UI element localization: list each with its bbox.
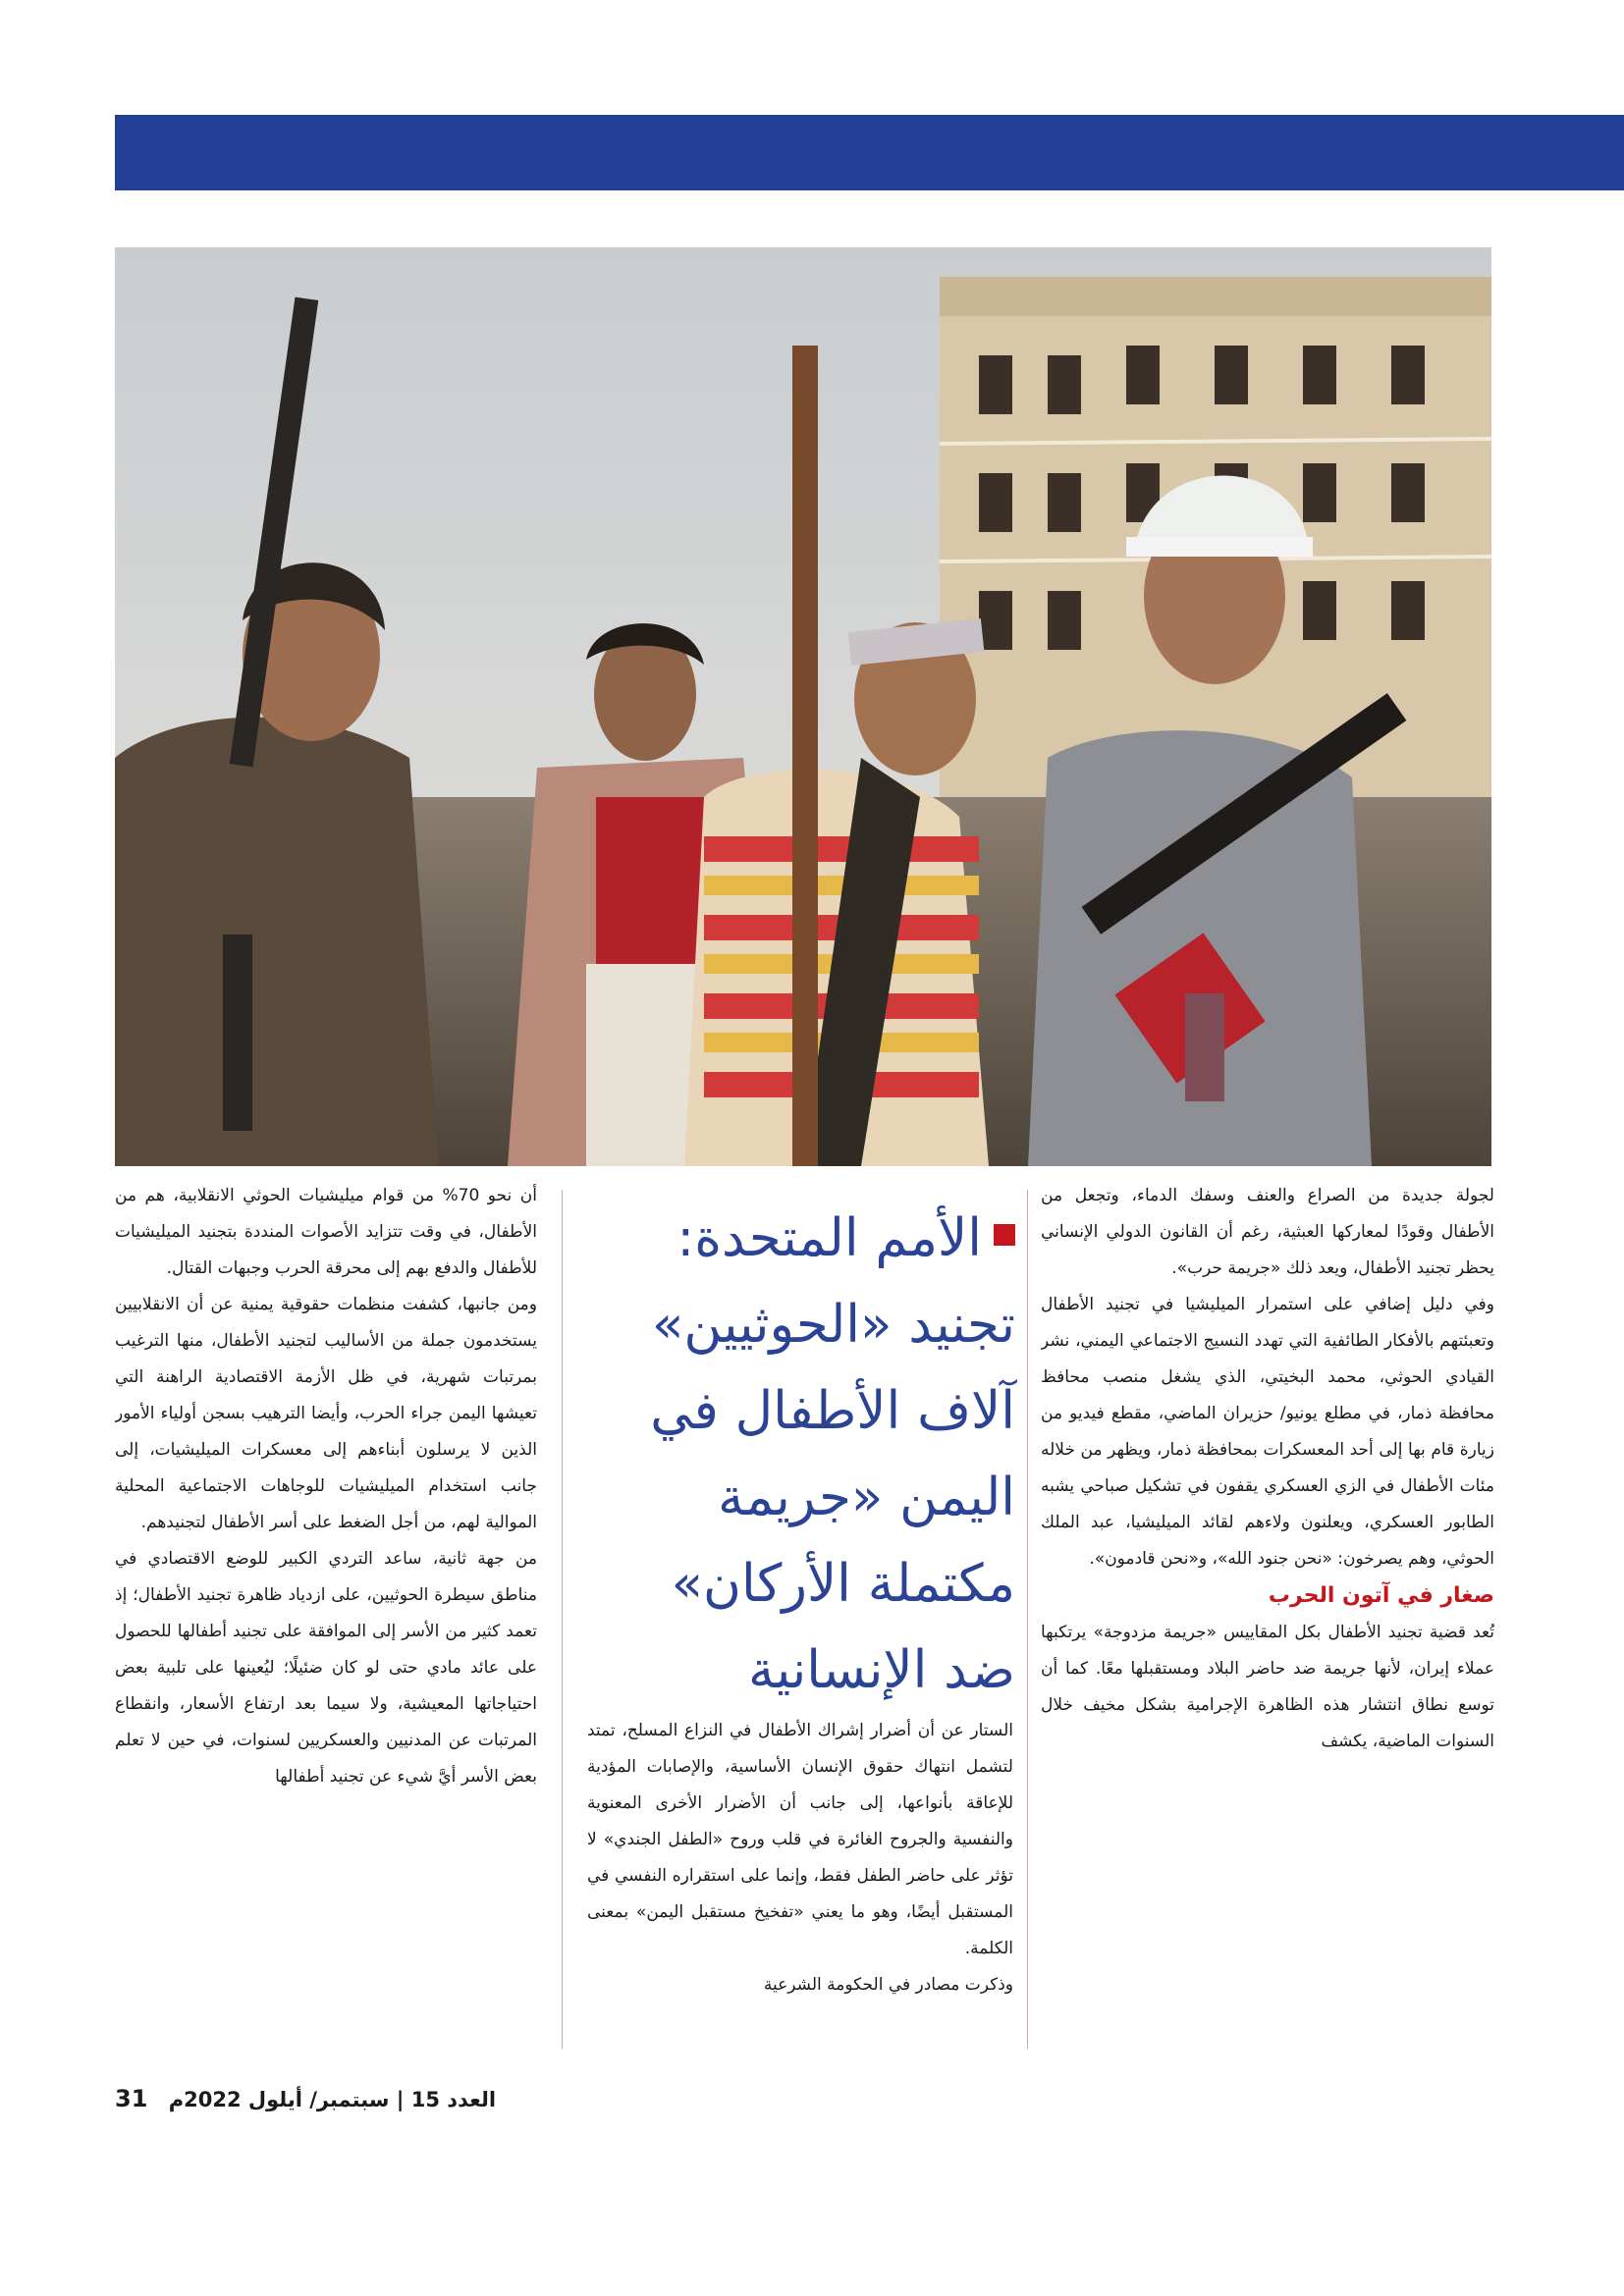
paragraph: لجولة جديدة من الصراع والعنف وسفك الدماء، وتجعل من الأطفال وقودًا لمعاركها العبثية، رغم أن القانون الدولي الإنساني يحظر تجنيد الأطفال، ويعد ذلك «جريمة حرب».: [1041, 1186, 1494, 1278]
section-subheading: صغار في آتون الحرب: [1268, 1583, 1494, 1608]
article-column-left: [115, 1178, 537, 2052]
paragraph: وفي دليل إضافي على استمرار الميليشيا في تجنيد الأطفال وتعبئتهم بالأفكار الطائفية التي تهدد النسيج الاجتماعي اليمني، نشر القيادي الحوثي، محمد البخيتي، الذي يشغل منصب محافظ محافظة ذمار، في مطلع يونيو/ حزيران الماضي، مقطع فيديو من زيارة قام بها إلى أحد المعسكرات بمحافظة ذمار، ويظهر من خلاله مئات الأطفال في الزي العسكري يقفون في تشكيل صباحي يشبه الطابور العسكري، ويعلنون ولاءهم لقائد الميليشيا، عبد الملك الحوثي، وهم يصرخون: «نحن جنود الله»، و«نحن قادمون».: [1041, 1295, 1494, 1569]
page-number: 31: [115, 2085, 148, 2112]
headline-text: الأمم المتحدة: تجنيد «الحوثيين» آلاف الأطفال في اليمن «جريمة مكتملة الأركان» ضد الإنسانية: [650, 1208, 1015, 1700]
article-headline: [589, 1196, 1015, 1714]
photo-illustration: [115, 247, 1491, 1166]
article-photo: [115, 247, 1491, 1166]
red-square-marker: [994, 1224, 1015, 1246]
paragraph: الستار عن أن أضرار إشراك الأطفال في النزاع المسلح، تمتد لتشمل انتهاك حقوق الإنسان الأساسية، والإصابات المؤدية للإعاقة بأنواعها، إلى جانب أن الأضرار الأخرى المعنوية والنفسية والجروح الغائرة في قلب وروح «الطفل الجندي» لا تؤثر على حاضر الطفل فقط، وإنما على استقراره النفسي في المستقبل أيضًا، وهو ما يعني «تفخيخ مستقبل اليمن» بمعنى الكلمة.: [587, 1721, 1013, 1958]
article-column-middle: [587, 1713, 1013, 2052]
paragraph: وذكرت مصادر في الحكومة الشرعية: [763, 1975, 1013, 1995]
article-column-right: [1041, 1178, 1494, 2050]
header-color-band: [115, 115, 1624, 190]
paragraph: من جهة ثانية، ساعد التردي الكبير للوضع الاقتصادي في مناطق سيطرة الحوثيين، على ازدياد ظاهرة تجنيد الأطفال؛ إذ تعمد كثير من الأسر إلى الموافقة على تجنيد أطفالها للحصول على عائد مادي حتى لو كان ضئيلًا؛ ليُعينها على تلبية بعض احتياجاتها المعيشية، ولا سيما بعد ارتفاع الأسعار، وانقطاع المرتبات عن المدنيين والعسكريين لسنوات، في حين لا تعلم بعض الأسر أيَّ شيء عن تجنيد أطفالها: [115, 1549, 537, 1787]
column-divider: [1027, 1190, 1028, 2049]
paragraph: أن نحو 70% من قوام ميليشيات الحوثي الانقلابية، هم من الأطفال، في وقت تتزايد الأصوات المنددة بتجنيد الميليشيات للأطفال والدفع بهم إلى محرقة الحرب وجبهات القتال.: [115, 1186, 537, 1278]
paragraph: ومن جانبها، كشفت منظمات حقوقية يمنية عن أن الانقلابيين يستخدمون جملة من الأساليب لتجنيد الأطفال، منها الترغيب بمرتبات شهرية، في ظل الأزمة الاقتصادية الراهنة التي تعيشها اليمن جراء الحرب، وأيضا الترهيب بسجن أولياء الأمور الذين لا يرسلون أبناءهم إلى معسكرات الميليشيات، إلى جانب استخدام الميليشيات للوجاهات الاجتماعية المحلية الموالية لهم، من أجل الضغط على أسر الأطفال لتجنيدهم.: [115, 1295, 537, 1532]
page-footer: [115, 2085, 496, 2112]
issue-info: العدد 15 | سبتمبر/ أيلول 2022م: [168, 2088, 497, 2111]
column-divider: [562, 1190, 563, 2049]
paragraph: تُعد قضية تجنيد الأطفال بكل المقاييس «جريمة مزدوجة» يرتكبها عملاء إيران، لأنها جريمة ضد حاضر البلاد ومستقبلها معًا. كما أن توسع نطاق انتشار هذه الظاهرة الإجرامية بشكل مخيف خلال السنوات الماضية، يكشف: [1041, 1623, 1494, 1751]
